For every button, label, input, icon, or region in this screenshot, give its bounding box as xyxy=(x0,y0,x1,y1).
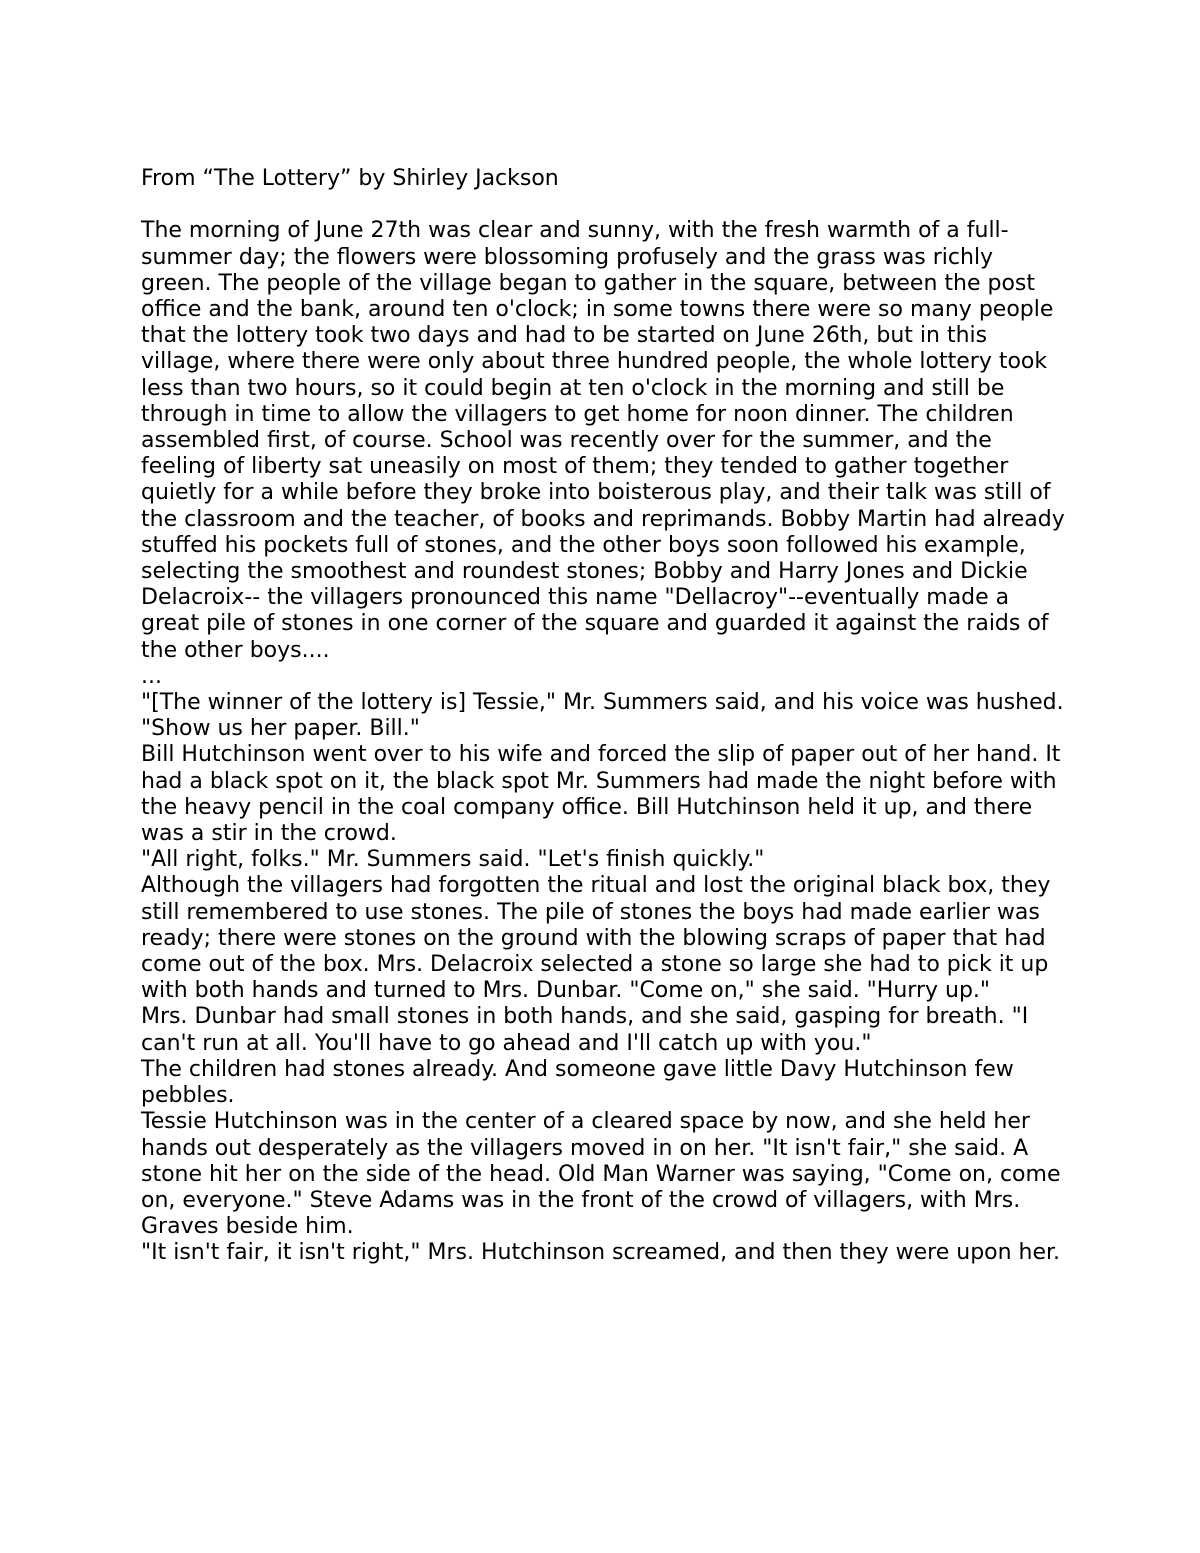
paragraph-winner-announcement: "[The winner of the lottery is] Tessie," Mr. Summers said, and his voice was hushed. "Show us her paper. Bill." xyxy=(141,690,1064,742)
paragraph-stones: Although the villagers had forgotten the ritual and lost the original black box, they still remembered to use stones. The pile of stones the boys had made earlier was ready; there were stones on the ground with the blowing scraps of paper that had come out of the box. Mrs. Delacroix selected a stone so large she had to pick it up with both hands and turned to Mrs. Dunbar. "Come on," she said. "Hurry up." xyxy=(141,873,1051,1004)
document-title: From “The Lottery” by Shirley Jackson xyxy=(141,166,559,191)
paragraph-children: The children had stones already. And someone gave little Davy Hutchinson few pebbles. xyxy=(141,1056,1014,1109)
paragraph-black-spot: Bill Hutchinson went over to his wife and forced the slip of paper out of her hand. It had a black spot on it, the black spot Mr. Summers had made the night before with the heavy pencil in the coal company office. Bill Hutchinson held it up, and there was a stir in the crowd. xyxy=(141,742,1061,847)
paragraph-mrs-dunbar: Mrs. Dunbar had small stones in both hands, and she said, gasping for breath. "I can't run at all. You'll have to go ahead and I'll catch up with you." xyxy=(141,1004,1029,1056)
paragraph-finish-quickly: "All right, folks." Mr. Summers said. "Let's finish quickly." xyxy=(141,847,765,873)
paragraph-ellipsis: ... xyxy=(141,663,162,689)
paragraph-opening: The morning of June 27th was clear and sunny, with the fresh warmth of a full-summer day; the flowers were blossoming profusely and the grass was richly green. The people of the village began to gather in the square, between the post office and the bank, around ten o'clock; in some towns there were so many people that the lottery took two days and had to be started on June 26th, but in this village, where there were only about three hundred people, the whole lottery took less than two hours, so it could begin at ten o'clock in the morning and still be through in time to allow the villagers to get home for noon dinner. The children assembled first, of course. School was recently over for the summer, and the feeling of liberty sat uneasily on most of them; they tended to gather together quietly for a while before they broke into boisterous play, and their talk was still of the classroom and the teacher, of books and reprimands. Bobby Martin had already stuffed his pockets full of stones, and the other boys soon followed his example, selecting the smoothest and roundest stones; Bobby and Harry Jones and Dickie Delacroix-- the villagers pronounced this name "Dellacroy"--eventually made a great pile of stones in one corner of the square and guarded it against the raids of the other boys.... xyxy=(141,218,1065,663)
document-body xyxy=(141,166,1066,1267)
paragraph-ending: "It isn't fair, it isn't right," Mrs. Hutchinson screamed, and then they were upon her. xyxy=(141,1240,1061,1266)
paragraph-tessie: Tessie Hutchinson was in the center of a cleared space by now, and she held her hands out desperately as the villagers moved in on her. "It isn't fair," she said. A stone hit her on the side of the head. Old Man Warner was saying, "Come on, come on, everyone." Steve Adams was in the front of the crowd of villagers, with Mrs. Graves beside him. xyxy=(141,1109,1061,1240)
